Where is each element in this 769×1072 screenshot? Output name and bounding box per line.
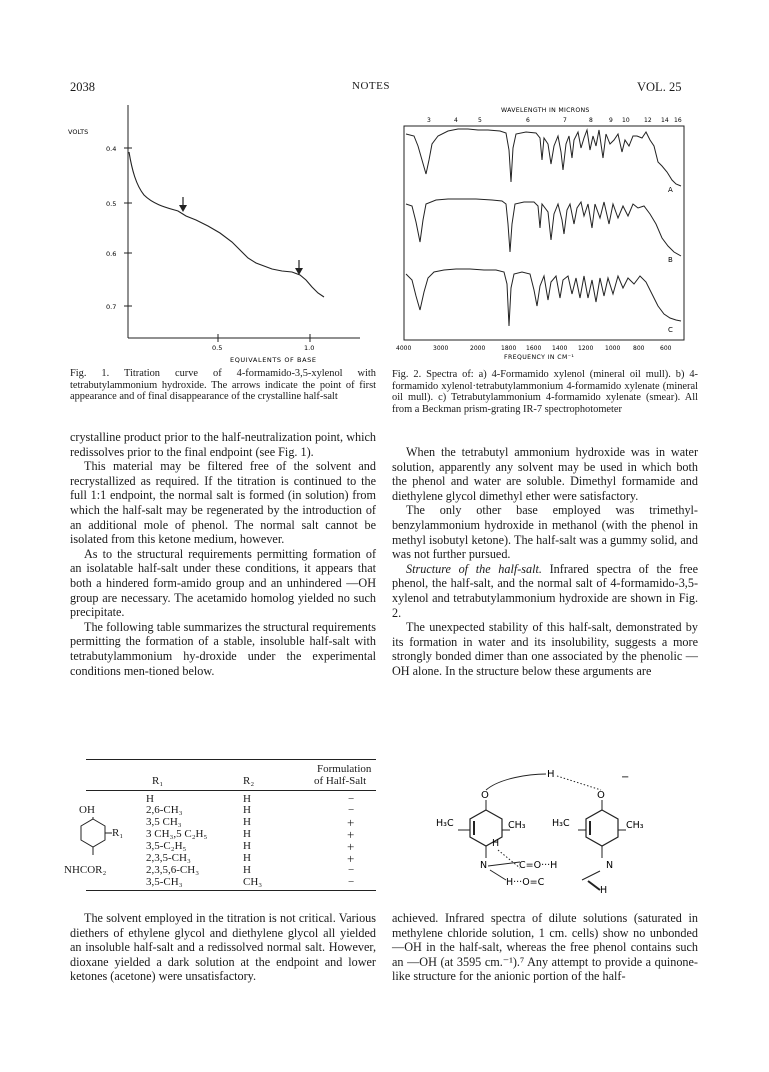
fig2-label-c: C <box>668 326 673 334</box>
row-r1: 2,3,5,6-CH₃ <box>146 864 200 876</box>
svg-text:1200: 1200 <box>578 345 594 352</box>
paragraph: The unexpected stability of this half-salt, demonstrated by its formation in water and its insolubility, suggests a more strongly bonded dimer than one associated by the phenolic —OH alone. In the structure below these arguments are <box>392 620 698 678</box>
row-formulation: + <box>347 815 355 830</box>
row-formulation: + <box>347 851 355 866</box>
struct-h-o-c: H···O=C <box>506 877 545 888</box>
svg-text:7: 7 <box>563 117 567 124</box>
subsection-title: Structure of the half-salt. <box>406 561 542 576</box>
left-column-bottom <box>70 911 376 984</box>
fig2-caption <box>392 369 698 415</box>
struct-o-left: O <box>481 790 489 801</box>
svg-text:16: 16 <box>674 117 682 124</box>
fig1-xtick: 0.5 <box>212 344 223 352</box>
fig2-ir-spectra <box>396 100 696 362</box>
fig2-micron-ticks <box>427 117 682 124</box>
paragraph: The only other base employed was trimethyl-benzylammonium hydroxide in methanol (with the phenol in methyl isobutyl ketone). The half-salt was a gummy solid, and was not further pursued. <box>392 503 698 562</box>
svg-text:800: 800 <box>633 345 645 352</box>
fig1-titration-curve <box>60 100 390 365</box>
row-formulation: − <box>348 864 355 876</box>
table-header-rule <box>86 790 376 791</box>
fig2-caption-text: Fig. 2. Spectra of: a) 4-Formamido xylenol (mineral oil mull). b) 4-formamido xylenol·tetrabutylammonium 4-formamido xylenate (mineral oil mull). c) Tetrabutylammonium 4-formamido xylenate (smear). All from a Beckman prism-grating IR-7 spectrophotometer <box>392 369 698 415</box>
fig2-label-a: A <box>668 186 673 194</box>
svg-text:10: 10 <box>622 117 630 124</box>
svg-text:14: 14 <box>661 117 669 124</box>
svg-text:1400: 1400 <box>552 345 568 352</box>
row-r1: 3,5-CH₃ <box>146 876 183 888</box>
svg-text:600: 600 <box>660 345 672 352</box>
svg-text:4: 4 <box>454 117 458 124</box>
fig1-ytick: 0.7 <box>106 303 117 311</box>
fig2-spectrum-c <box>406 269 681 326</box>
svg-text:9: 9 <box>609 117 613 124</box>
paragraph: The solvent employed in the titration is not critical. Various diethers of ethylene glycol and diethylene glycol all yielded an insoluble half-salt and a redissolved normal salt. However, dioxane yielded a dark solution at the endpoint and lower ketones (acetone) were unsatisfactory. <box>70 911 376 984</box>
row-formulation: + <box>347 827 355 842</box>
half-salt-structure-diagram <box>430 768 680 900</box>
right-column <box>392 445 698 679</box>
fig1-xtick: 1.0 <box>304 344 315 352</box>
fig2-frame <box>404 126 684 340</box>
row-r2: H <box>243 828 251 840</box>
fig2-bottom-label: FREQUENCY IN CM⁻¹ <box>504 354 575 361</box>
row-r1: 3 CH₃,5 C₂H₅ <box>146 828 208 840</box>
header-formulation-2: of Half-Salt <box>314 775 367 787</box>
svg-text:4000: 4000 <box>396 345 412 352</box>
page-number: 2038 <box>70 80 95 94</box>
svg-text:5: 5 <box>478 117 482 124</box>
fig1-caption-text: Fig. 1. Titration curve of 4-formamido-3,5-xylenol with tetrabutylammonium hydroxide. The arrows indicate the point of first appearance and of final disappearance of the crystalline half-salt <box>70 368 376 403</box>
svg-text:12: 12 <box>644 117 652 124</box>
header-r2: R₂ <box>243 775 255 787</box>
paragraph: crystalline product prior to the half-neutralization point, which redissolves prior to the final endpoint (see Fig. 1). <box>70 430 376 459</box>
struct-n-right: N <box>606 860 614 871</box>
row-r1: 3,5 CH₃ <box>146 816 182 828</box>
fig2-label-b: B <box>668 256 673 264</box>
svg-text:1800: 1800 <box>501 345 517 352</box>
row-r1: 2,6-CH₃ <box>146 804 183 816</box>
fig1-ytick: 0.6 <box>106 250 117 258</box>
left-ring <box>458 800 510 858</box>
svg-text:8: 8 <box>589 117 593 124</box>
row-r2: H <box>243 852 251 864</box>
section-title: NOTES <box>352 80 390 92</box>
table-top-rule <box>86 759 376 760</box>
svg-text:1600: 1600 <box>526 345 542 352</box>
fig1-x-ticks <box>212 334 314 352</box>
paragraph: Structure of the half-salt. Infrared spectra of the free phenol, the half-salt, and the normal salt of 4-formamido-3,5-xylenol and tetrabutylammonium hydroxide are shown in Fig. 2. <box>392 561 699 620</box>
svg-text:1000: 1000 <box>605 345 621 352</box>
header-formulation: Formulation <box>317 763 372 775</box>
struct-r1: R₁ <box>112 827 124 839</box>
svg-text:3: 3 <box>427 117 431 124</box>
row-r1: H <box>146 793 154 805</box>
struct-h-bottom: H <box>600 885 608 896</box>
fig1-arrow-final-disappearance <box>295 260 303 275</box>
row-r2: H <box>243 840 251 852</box>
row-r1: 2,3,5-CH₃ <box>146 852 191 864</box>
row-r2: H <box>243 864 251 876</box>
fig2-top-label: WAVELENGTH IN MICRONS <box>501 107 590 114</box>
struct-n-left: N <box>480 860 488 871</box>
fig1-ytick: 0.4 <box>106 145 117 153</box>
row-r2: H <box>243 793 251 805</box>
paragraph: This material may be filtered free of the solvent and recrystallized as required. If the titration is continued to the full 1:1 endpoint, the normal salt is formed (in solution) from which the half-salt may be regenerated by the introduction of an additional mole of phenol. The normal salt cannot be isolated from this ketone medium, however. <box>70 459 376 547</box>
struct-h3c-left: H₃C <box>436 818 454 829</box>
struct-nhcor2: NHCOR₂ <box>64 864 107 876</box>
struct-h-top: H <box>547 769 555 780</box>
table-bottom-rule <box>86 890 376 891</box>
fig1-x-label: EQUIVALENTS OF BASE <box>230 356 317 364</box>
paragraph: As to the structural requirements permitting formation of an isolatable half-salt under these conditions, it appears that both a hindered form-amido group and an unhindered —OH group are necessary. The acetamido homolog yielded no such precipitate. <box>70 546 376 620</box>
row-r1: 3,5-C₂H₅ <box>146 840 187 852</box>
fig1-caption <box>70 368 376 403</box>
header-r1: R₁ <box>152 775 164 787</box>
row-formulation: − <box>348 793 355 805</box>
svg-text:6: 6 <box>526 117 530 124</box>
right-ring <box>578 800 626 858</box>
row-r2: H <box>243 804 251 816</box>
struct-c-o-h: C=O···H <box>519 860 558 871</box>
struct-ch3-right: CH₃ <box>626 820 644 831</box>
paragraph: The following table summarizes the structural requirements permitting the formation of a stable, insoluble half-salt with tetrabutylammonium hy-droxide under the experimental conditions men-tioned below. <box>70 619 376 678</box>
fig2-spectrum-b <box>406 199 681 256</box>
volume-label: VOL. 25 <box>637 80 682 94</box>
fig1-curve <box>129 152 324 297</box>
struct-h-mid: H <box>492 838 500 849</box>
half-salt-table <box>64 759 376 894</box>
right-column-bottom <box>392 911 698 984</box>
struct-o-right: O <box>597 790 605 801</box>
row-formulation: − <box>348 804 355 816</box>
fig2-freq-ticks <box>396 345 672 352</box>
fig2-spectrum-a <box>406 129 681 186</box>
paragraph: When the tetrabutyl ammonium hydroxide was in water solution, apparently any solvent may be used in which both the phenol and water are soluble. Dimethyl formamide and diethylene glycol dimethyl ether were satisfactory. <box>392 445 698 503</box>
struct-oh: OH <box>79 804 95 816</box>
struct-minus: − <box>621 772 630 783</box>
paragraph: achieved. Infrared spectra of dilute solutions (saturated in methylene chloride solution, 1 cm. cells) show no unbonded —OH in the half-salt, whereas the free phenol contains such an —OH (at 3595 cm.⁻¹).⁷ Any attempt to provide a quinone-like structure for the anionic portion of the half- <box>392 911 698 984</box>
row-r2: CH₃ <box>243 876 263 888</box>
row-formulation: + <box>347 839 355 854</box>
fig1-y-unit: VOLTS <box>68 128 89 136</box>
struct-h3c-right: H₃C <box>552 818 570 829</box>
svg-text:3000: 3000 <box>433 345 449 352</box>
row-r2: H <box>243 816 251 828</box>
left-column <box>70 430 376 678</box>
fig1-ytick: 0.5 <box>106 200 117 208</box>
fig1-arrow-first-appearance <box>179 197 187 212</box>
row-formulation: − <box>348 876 355 888</box>
svg-text:2000: 2000 <box>470 345 486 352</box>
struct-ch3-left: CH₃ <box>508 820 526 831</box>
benzene-ring-icon <box>78 817 118 867</box>
